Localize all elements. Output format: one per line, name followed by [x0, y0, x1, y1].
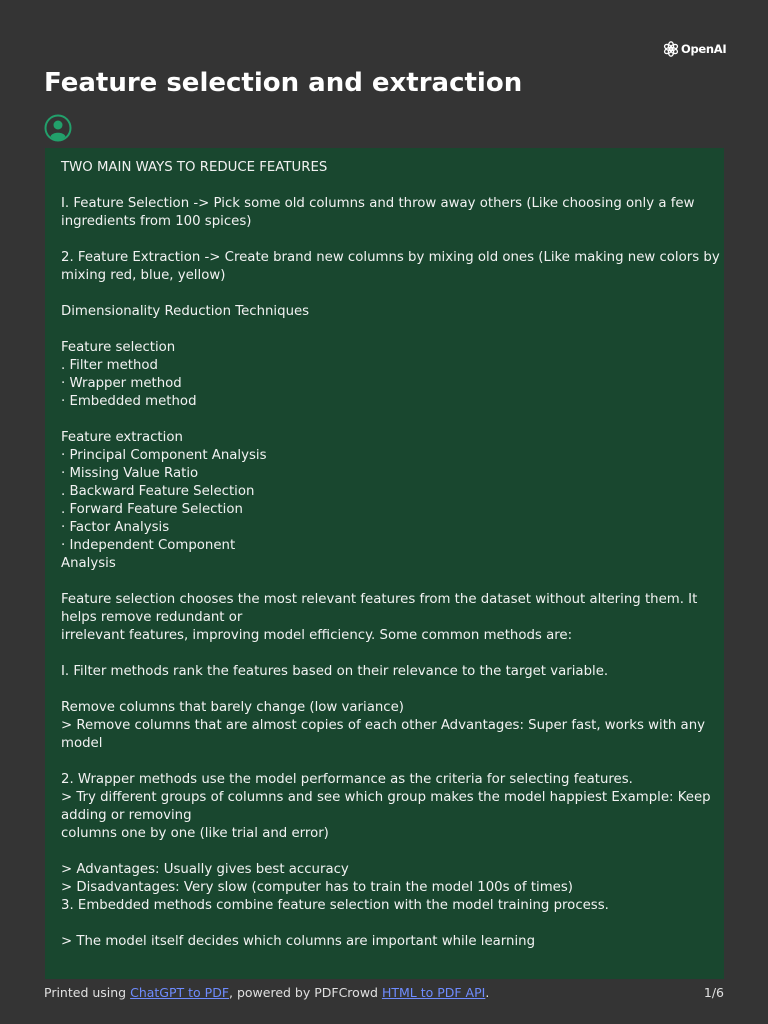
text-line: . Filter method — [61, 358, 158, 373]
text-line: columns one by one (like trial and error) — [61, 826, 329, 841]
openai-logo — [663, 41, 726, 57]
text-line: Feature selection — [61, 340, 176, 355]
openai-logo-icon — [663, 41, 679, 57]
text-line: mixing red, blue, yellow) — [61, 268, 226, 283]
footer-suffix: . — [485, 985, 490, 1000]
message-bubble — [45, 148, 724, 979]
message-text — [61, 159, 720, 951]
blank-line — [61, 177, 708, 195]
text-line: > Advantages: Usually gives best accuracy — [61, 862, 349, 877]
text-line: > Try different groups of columns and see which group makes the model happiest Example: Keep — [61, 790, 711, 805]
text-line: ingredients from 100 spices) — [61, 214, 252, 229]
text-line: Analysis — [61, 556, 116, 571]
blank-line — [61, 915, 708, 933]
text-line: helps remove redundant or — [61, 610, 243, 625]
html-to-pdf-api-link[interactable]: HTML to PDF API — [381, 985, 486, 1000]
blank-line — [61, 231, 708, 249]
text-line: · Missing Value Ratio — [61, 466, 199, 481]
text-line: model — [61, 736, 103, 751]
text-line: 3. Embedded methods combine feature selection with the model training process. — [61, 898, 609, 913]
page-number: 1/6 — [703, 985, 724, 1000]
footer-prefix: Printed using — [44, 985, 131, 1000]
page-title: Feature selection and extraction — [44, 68, 523, 98]
blank-line — [61, 753, 708, 771]
text-line: · Independent Component — [61, 538, 236, 553]
text-line: . Backward Feature Selection — [61, 484, 255, 499]
text-line: > The model itself decides which columns are important while learning — [61, 934, 536, 949]
text-line: 2. Wrapper methods use the model performance as the criteria for selecting features. — [61, 772, 633, 787]
page-footer — [44, 985, 724, 1001]
text-line: adding or removing — [61, 808, 192, 823]
text-line: · Principal Component Analysis — [61, 448, 267, 463]
blank-line — [61, 645, 708, 663]
text-line: I. Feature Selection -> Pick some old columns and throw away others (Like choosing only a few — [61, 196, 695, 211]
blank-line — [61, 843, 708, 861]
text-line: > Remove columns that are almost copies of each other Advantages: Super fast, works with any — [61, 718, 706, 733]
blank-line — [61, 285, 708, 303]
user-avatar — [44, 114, 72, 142]
footer-middle: , powered by PDFCrowd — [229, 985, 382, 1000]
text-line: 2. Feature Extraction -> Create brand new columns by mixing old ones (Like making new colors by — [61, 250, 720, 265]
text-line: irrelevant features, improving model efficiency. Some common methods are: — [61, 628, 573, 643]
text-line: Feature selection chooses the most relevant features from the dataset without altering them. It — [61, 592, 698, 607]
text-line: I. Filter methods rank the features based on their relevance to the target variable. — [61, 664, 609, 679]
text-line: > Disadvantages: Very slow (computer has to train the model 100s of times) — [61, 880, 573, 895]
text-line: . Forward Feature Selection — [61, 502, 243, 517]
text-line: Feature extraction — [61, 430, 183, 445]
text-line: · Factor Analysis — [61, 520, 170, 535]
user-avatar-icon — [44, 114, 72, 142]
blank-line — [61, 411, 708, 429]
chatgpt-to-pdf-link[interactable]: ChatGPT to PDF — [130, 985, 230, 1000]
text-line: Remove columns that barely change (low variance) — [61, 700, 404, 715]
text-line: TWO MAIN WAYS TO REDUCE FEATURES — [61, 160, 328, 175]
blank-line — [61, 681, 708, 699]
text-line: · Wrapper method — [61, 376, 182, 391]
logo-text: OpenAI — [681, 42, 727, 56]
text-line: Dimensionality Reduction Techniques — [61, 304, 310, 319]
blank-line — [61, 573, 708, 591]
text-line: · Embedded method — [61, 394, 197, 409]
blank-line — [61, 321, 708, 339]
